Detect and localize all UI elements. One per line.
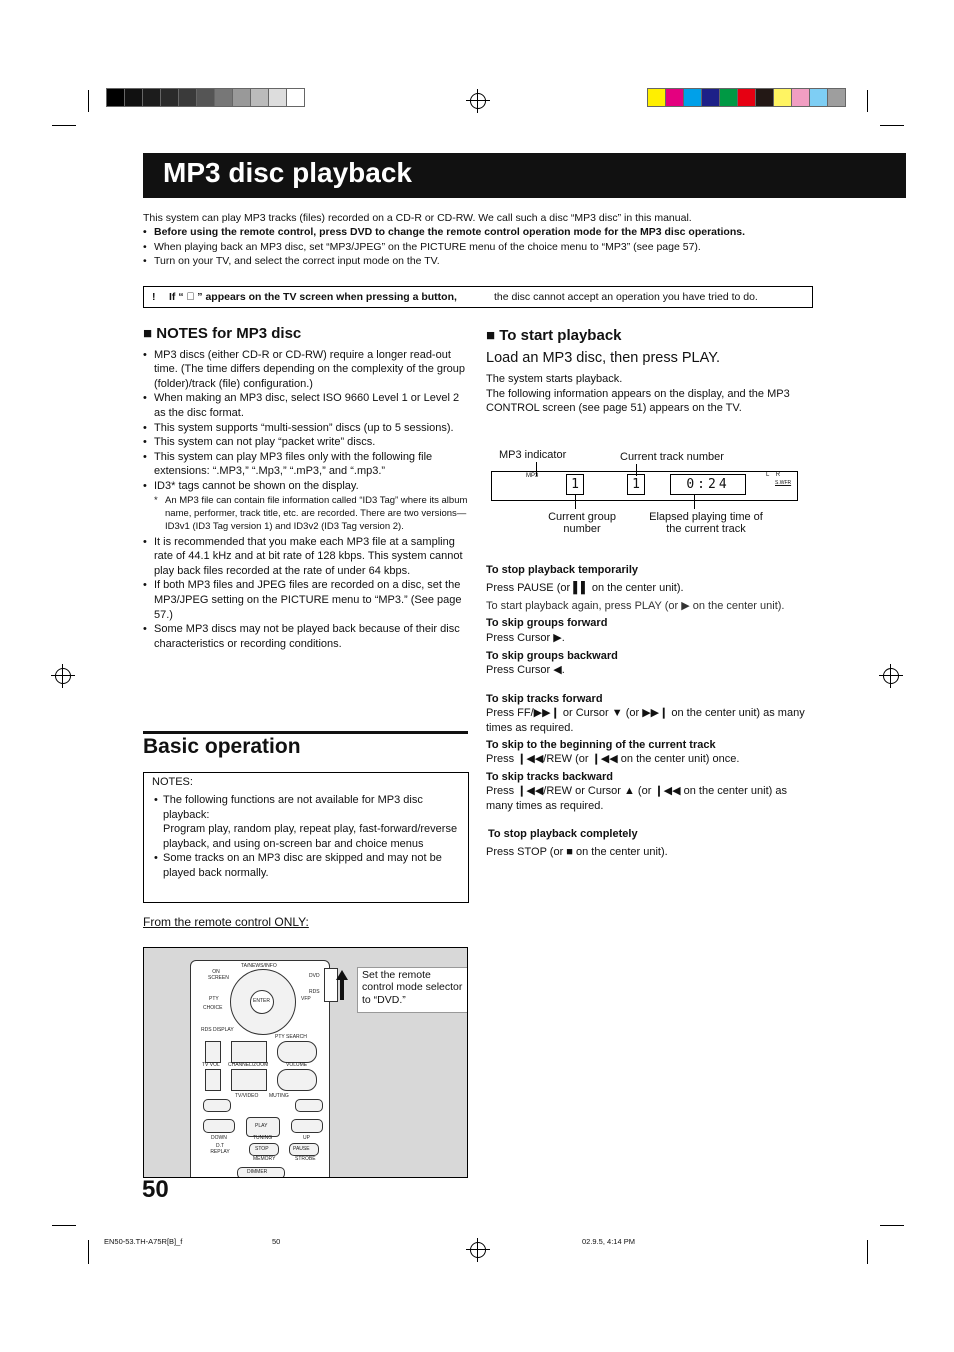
remote-label: VOLUME [286,1062,308,1068]
gray-swatch [196,88,215,107]
color-swatch [683,88,702,107]
note-item: • It is recommended that you make each MP3 file at a sampling rate of 44.1 kHz and at bit rate of 128 kbps. This system cannot play back files recorded at the rate of under 64 kbps. [143,535,468,579]
leader-line [575,495,576,509]
gray-swatch [142,88,161,107]
remote-label: CHOICE [203,1005,223,1011]
remote-illustration [143,947,468,1178]
remote-label: ON SCREEN [208,969,229,981]
volume-up-button[interactable] [277,1041,317,1063]
page-title: MP3 disc playback [163,157,413,188]
note-item: • This system can not play “packet write” discs. [143,435,468,450]
operations [486,563,816,859]
gray-swatch [160,88,179,107]
display-lr: L R [766,472,781,478]
note-item: • Some MP3 discs may not be played back because of their disc characteristics or recording conditions. [143,622,468,651]
remote-label: VFP [301,996,311,1002]
note-text: The following functions are not available for MP3 disc playback: [163,794,423,821]
op-text: Press Cursor ▶. [486,631,565,644]
color-swatch [773,88,792,107]
crop-mark [52,125,76,126]
fast-forward-button[interactable] [295,1099,323,1112]
remote-label: STROBE [295,1156,316,1162]
remote-label: TA/NEWS/INFO [241,963,277,969]
color-swatch [791,88,810,107]
warning-box [143,286,813,308]
note-item: • ID3* tags cannot be shown on the display. [143,479,468,494]
intro-bullet: • When playing back an MP3 disc, set “MP3/JPEG” on the PICTURE menu of the choice menu to “MP3” (see page 57). [143,240,808,254]
color-swatch [827,88,846,107]
op-text: Press ❙◀◀/REW or Cursor ▲ (or ❙◀◀ on the center unit) as many times as required. [486,785,787,812]
remote-label: UP [303,1135,310,1141]
title-bar [143,153,906,198]
gray-swatch [178,88,197,107]
op-text: Press FF/▶▶❙ or Cursor ▼ (or ▶▶❙ on the center unit) as many times as required. [486,707,805,734]
remote-label: MUTING [269,1093,289,1099]
basic-operation-title: Basic operation [143,735,301,758]
arrow-up-icon [336,970,348,1000]
op-heading: To skip to the beginning of the current track [486,739,716,752]
square-bullet-icon: ■ [486,327,500,344]
footer-file: EN50-53.TH-A75R[B]_f [104,1237,183,1246]
remote-label: PLAY [255,1123,268,1129]
remote-label: TUNING [253,1135,273,1141]
warning-icon: ! [152,291,156,303]
intro [143,211,808,269]
remote-control [190,960,330,1178]
remote-label: PTY [209,996,219,1002]
volume-down-button[interactable] [277,1069,317,1091]
page-number: 50 [142,1176,169,1203]
registration-mark-icon [55,668,71,684]
footer-page: 50 [272,1237,281,1246]
leader-line [694,495,695,509]
op-heading: To stop playback temporarily [486,564,639,576]
crop-mark [88,1240,89,1264]
display-swfr: S.WFR [775,480,792,486]
elapsed-time-label: Elapsed playing time of the current track [649,511,763,535]
op-heading: To skip groups forward [486,617,608,630]
gray-swatch [250,88,269,107]
remote-label: RDS [309,989,320,995]
gray-swatch [214,88,233,107]
tv-vol-up-button[interactable] [205,1041,221,1063]
remote-label: DOWN [211,1135,227,1141]
notes-label: NOTES: [152,776,193,788]
registration-mark-icon [883,668,899,684]
remote-label: TV VOL [202,1062,220,1068]
crop-mark [867,90,868,112]
note-text: Program play, random play, repeat play, fast-forward/reverse playback, and using on-screen bar and choice menus [163,823,458,850]
op-heading: To skip tracks forward [486,692,603,705]
note-item [154,793,466,851]
front-display [491,471,798,501]
rewind-button[interactable] [203,1099,231,1112]
gray-swatch [106,88,125,107]
remote-label: PAUSE [293,1146,310,1152]
start-heading: To start playback [499,327,622,344]
note-item: • Some tracks on an MP3 disc are skipped and may not be played back normally. [154,851,466,880]
op-text: To start playback again, press PLAY (or ▶ on the center unit). [486,599,785,612]
notes-box [143,772,469,903]
channel-up-button[interactable] [231,1041,267,1063]
op-heading: To skip groups backward [486,650,618,663]
remote-label: CHANNEL/ZOOM [228,1062,269,1068]
warning-text: the disc cannot accept an operation you have tried to do. [494,291,758,303]
display-time: 0:24 [670,474,746,495]
color-swatch [665,88,684,107]
channel-down-button[interactable] [231,1069,267,1091]
crop-mark [880,1225,904,1226]
start-text: The following information appears on the display, and the MP3 CONTROL screen (see page 51) appears on the TV. [486,387,790,415]
note-item: • If both MP3 files and JPEG files are recorded on a disc, set the MP3/JPEG setting on the PICTURE menu to “MP3.” (See page 57.) [143,578,468,622]
display-track: 1 [627,474,645,495]
current-track-label: Current track number [620,451,724,463]
registration-mark-icon [470,1242,486,1258]
color-swatch [719,88,738,107]
color-swatch [755,88,774,107]
remote-label: MEMORY [253,1156,276,1162]
op-text: Press STOP (or ■ on the center unit). [486,845,668,858]
op-heading: To stop playback completely [488,828,638,841]
intro-text: This system can play MP3 tracks (files) recorded on a CD-R or CD-RW. We call such a disc “MP3 disc” in this manual. [143,212,692,224]
notes-heading: NOTES for MP3 disc [156,325,302,342]
registration-mark-icon [470,93,486,109]
remote-label: STOP [255,1146,269,1152]
section-rule [143,731,468,734]
color-swatch [809,88,828,107]
crop-mark [52,1225,76,1226]
square-bullet-icon: ■ [143,325,157,342]
remote-label: DIMMER [247,1169,268,1175]
tv-vol-down-button[interactable] [205,1069,221,1091]
note-item: • When making an MP3 disc, select ISO 9660 Level 1 or Level 2 as the disc format. [143,391,468,420]
crop-mark [880,125,904,126]
start-text: The system starts playback. [486,373,623,385]
note-item: • This system can play MP3 files only with the following file extensions: “.MP3,” “.Mp3,” “.mP3,” and “.mp3.” [143,450,468,479]
gray-swatch [268,88,287,107]
color-swatch [737,88,756,107]
color-swatch [647,88,666,107]
remote-label: PTY SEARCH [275,1034,307,1040]
remote-label: DVD [309,973,320,979]
current-group-label: Current group number [548,511,616,535]
intro-bullet: • Before using the remote control, press DVD to change the remote control operation mode for the MP3 disc operations. [143,225,808,239]
ff-button[interactable] [291,1119,323,1133]
gray-swatch [286,88,305,107]
notes-mp3 [143,327,468,651]
remote-label: RDS DISPLAY [201,1027,234,1033]
op-text: Press Cursor ◀. [486,664,565,677]
op-text: Press PAUSE (or ▌▌ on the center unit). [486,582,684,595]
footer-date: 02.9.5, 4:14 PM [582,1237,635,1246]
color-swatch [701,88,720,107]
crop-mark [867,1240,868,1264]
note-item: • This system supports “multi-session” discs (up to 5 sessions). [143,421,468,436]
gray-swatch [124,88,143,107]
remote-label: ENTER [253,998,270,1004]
rew-button[interactable] [203,1119,235,1133]
callout: Set the remote control mode selector to “DVD.” [357,967,468,1013]
crop-mark [88,90,89,112]
load-instruction: Load an MP3 disc, then press PLAY. [486,350,721,366]
gray-swatch [232,88,251,107]
from-remote-label: From the remote control ONLY: [143,915,309,929]
start-playback [486,327,816,416]
warning-bold: If “ ⃠ ” appears on the TV screen when pressing a button, [169,291,457,303]
remote-label: TV/VIDEO [235,1093,259,1099]
mp3-indicator-label: MP3 indicator [499,449,567,461]
op-heading: To skip tracks backward [486,770,613,783]
display-group: 1 [566,474,584,495]
op-text: Press ❙◀◀/REW (or ❙◀◀ on the center unit) once. [486,753,740,766]
footnote: * An MP3 file can contain file information called “ID3 Tag” where its album name, performer, track title, etc. are recorded. There are two versions—ID3v1 (ID3 Tag version 1) and ID3v2 (ID3 Tag version 2). [143,494,468,533]
remote-label: D.T REPLAY [210,1143,230,1155]
note-item: • MP3 discs (either CD-R or CD-RW) require a longer read-out time. (The time differs depending on the complexity of the group (folder)/track (file) configuration.) [143,348,468,392]
display-mp3: MP3 [526,473,539,479]
intro-bullet: • Turn on your TV, and select the correct input mode on the TV. [143,254,808,268]
